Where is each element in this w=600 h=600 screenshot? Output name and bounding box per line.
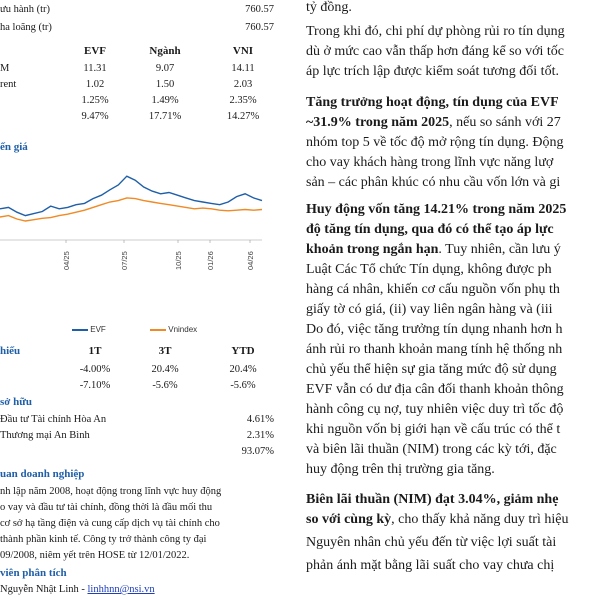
ratio-row-label: M <box>0 63 10 74</box>
company-overview-line: 09/2008, niêm yết trên HOSE từ 12/01/2022. <box>0 550 190 561</box>
price-chart <box>0 160 270 330</box>
legend-vnindex <box>150 325 197 334</box>
body-line <box>306 510 568 530</box>
body-line: Nguyên nhân chủ yếu đến từ việc lợi suất tài <box>306 535 557 550</box>
legend-evf <box>72 325 106 334</box>
company-overview-line: o vay và đầu tư tài chính, đồng thời là đầu mối thu <box>0 502 213 513</box>
body-text: , cho thấy khả năng duy trì hiệu <box>391 512 569 527</box>
body-line <box>306 240 561 260</box>
body-line: sản – các phân khúc có nhu cầu vốn lớn và gi <box>306 175 561 190</box>
body-line: ánh rủi ro thanh khoản mang tính hệ thống nh <box>306 342 563 357</box>
analyst-contact <box>0 584 155 595</box>
ratio-row-evf: 1.25% <box>81 95 109 106</box>
body-line: cho vay khách hàng trong lĩnh vực năng lượ <box>306 155 554 170</box>
perf-header-ytd: YTD <box>231 345 255 357</box>
ratio-row-vni: 14.27% <box>226 111 260 122</box>
body-line: Do đó, việc tăng trưởng tín dụng nhanh hơn h <box>306 322 563 337</box>
body-line <box>306 113 561 133</box>
nim-heading: Biên lãi thuần (NIM) đạt 3.04%, giảm nhẹ <box>306 492 559 507</box>
x-tick-label: 04/26 <box>246 251 255 270</box>
owner-value: 4.61% <box>246 414 274 425</box>
credit-growth-highlight: ~31.9% trong năm 2025 <box>306 115 450 130</box>
perf-header-1t: 1T <box>88 345 102 357</box>
analyst-name: Nguyễn Nhật Linh - <box>0 584 88 595</box>
ratios-header-sector: Ngành <box>149 45 181 57</box>
nim-highlight: so với cùng kỳ <box>306 512 392 527</box>
body-line: hành công cụ nợ, tuy nhiên việc duy trì tốc độ <box>306 402 564 417</box>
body-line: tỷ đồng. <box>306 0 352 15</box>
perf-vni-3t: -5.6% <box>152 380 178 391</box>
body-line: nhóm top 5 về tốc độ mở rộng tín dụng. Động <box>306 135 564 150</box>
legend-vnindex-label: Vnindex <box>168 325 198 334</box>
ratio-row-vni: 2.35% <box>229 95 257 106</box>
x-tick-label: 04/25 <box>62 251 71 270</box>
perf-evf-3t: 20.4% <box>151 364 179 375</box>
ratio-row-sector: 9.07 <box>155 63 175 74</box>
x-tick-label: 07/25 <box>120 251 129 270</box>
perf-evf-1t: -4.00% <box>79 364 111 375</box>
body-line: huy động trên thị trường gia tăng. <box>306 462 495 477</box>
analyst-email-link[interactable]: linhhnn@nsi.vn <box>87 584 155 595</box>
body-line: phản ánh mặt bằng lãi suất cho vay chưa chị <box>306 558 555 573</box>
body-line: chủ yếu thể hiện sự gia tăng mức độ sử dụng <box>306 362 557 377</box>
body-line: hàng cá nhân, khiến cơ cấu nguồn vốn phụ th <box>306 282 560 297</box>
x-tick-label: 01/26 <box>206 251 215 270</box>
ratio-row-sector: 1.49% <box>151 95 179 106</box>
body-text: , nếu so sánh với 27 <box>449 115 561 130</box>
perf-header-3t: 3T <box>158 345 172 357</box>
report-body-column <box>302 0 600 600</box>
body-line: giấy tờ có giá, (ii) vay liên ngân hàng và (iii <box>306 302 553 317</box>
ratio-row-vni: 2.03 <box>233 79 253 90</box>
series-line-evf <box>0 176 262 215</box>
legend-vnindex-swatch <box>150 329 166 331</box>
shares-diluted-value: 760.57 <box>245 22 274 33</box>
ratio-row-vni: 14.11 <box>231 63 255 74</box>
company-overview-title: uan doanh nghiệp <box>0 468 85 480</box>
funding-highlight: khoản trong ngắn hạn <box>306 242 439 257</box>
perf-vni-1t: -7.10% <box>79 380 111 391</box>
ratio-row-sector: 1.50 <box>155 79 175 90</box>
chart-title: ến giá <box>0 141 28 153</box>
body-line: Luật Các Tổ chức Tín dụng, không được ph <box>306 262 552 277</box>
legend-evf-swatch <box>72 329 88 331</box>
series-line-vnindex <box>0 198 262 221</box>
ratio-row-evf: 9.47% <box>81 111 109 122</box>
body-line: và biên lãi thuần (NIM) trong các kỳ tới, đặc <box>306 442 557 457</box>
owner-name: Đầu tư Tài chính Hòa An <box>0 414 107 425</box>
body-text: . Tuy nhiên, cần lưu ý <box>438 242 561 257</box>
ratio-row-evf: 11.31 <box>83 63 107 74</box>
chart-tick-group <box>62 240 255 270</box>
shares-diluted-label: ha loãng (tr) <box>0 22 52 33</box>
owner-name: Thương mại An Bình <box>0 430 90 441</box>
ratios-header-vni: VNI <box>232 45 254 57</box>
credit-growth-heading: Tăng trưởng hoạt động, tín dụng của EVF <box>306 95 559 110</box>
shares-outstanding-label: ưu hành (tr) <box>0 4 51 15</box>
ownership-title: sở hữu <box>0 396 32 408</box>
owner-value: 2.31% <box>246 430 274 441</box>
body-line: dù ở mức cao vẫn thấp hơn đáng kể so với tốc <box>306 44 565 59</box>
company-overview-line: nh lập năm 2008, hoạt động trong lĩnh vực huy động <box>0 486 222 497</box>
funding-heading: Huy động vốn tăng 14.21% trong năm 2025 <box>306 202 567 217</box>
body-line: áp lực trích lập được kiểm soát tương đối tốt. <box>306 64 559 79</box>
company-overview-line: thành phần kinh tế. Công ty trở thành công ty đại <box>0 534 207 545</box>
perf-vni-ytd: -5.6% <box>230 380 256 391</box>
chart-series-group <box>0 176 262 221</box>
performance-title: hiếu <box>0 345 21 357</box>
body-line: EVF vẫn có dư địa cân đối thanh khoản thông <box>306 382 564 397</box>
ratio-row-sector: 17.71% <box>148 111 182 122</box>
body-line: Trong khi đó, chi phí dự phòng rủi ro tín dụng <box>306 24 565 39</box>
x-tick-label: 10/25 <box>174 251 183 270</box>
owner-value: 93.07% <box>241 446 274 457</box>
company-overview-line: cơ sở hạ tầng điện và cung cấp dịch vụ tài chính cho <box>0 518 220 529</box>
legend-evf-label: EVF <box>90 325 106 334</box>
funding-heading-line: độ tăng tín dụng, qua đó có thể tạo áp lực <box>306 222 554 237</box>
body-line: khi nguồn vốn bị giới hạn về cấu trúc có thể t <box>306 422 561 437</box>
analyst-title: viên phân tích <box>0 567 67 579</box>
ratio-row-evf: 1.02 <box>85 79 105 90</box>
perf-evf-ytd: 20.4% <box>229 364 257 375</box>
ratios-header-evf: EVF <box>84 45 106 57</box>
shares-outstanding-value: 760.57 <box>245 4 274 15</box>
ratio-row-label: rent <box>0 79 17 90</box>
